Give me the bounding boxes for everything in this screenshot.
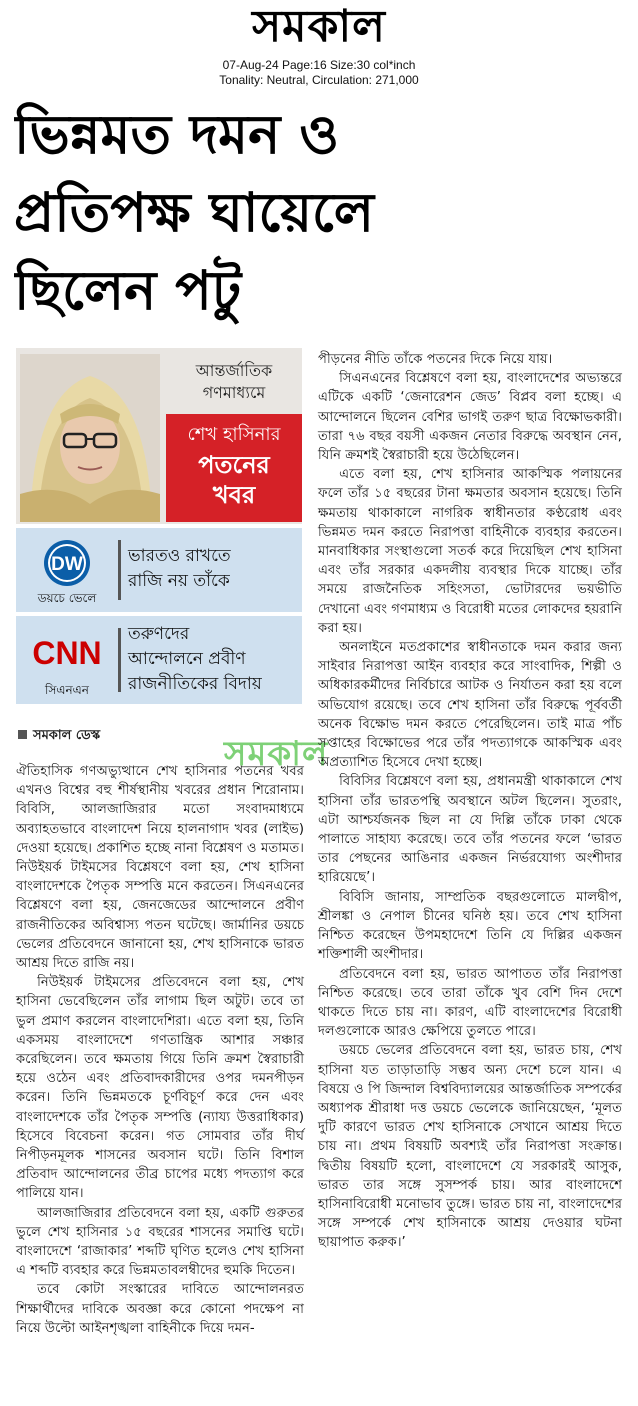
divider-bar <box>118 628 121 692</box>
intl-label-line: গণমাধ্যমে <box>202 383 266 402</box>
svg-text:CNN: CNN <box>32 635 102 671</box>
cnn-summary-line: রাজনীতিকের বিদায় <box>128 674 262 694</box>
red-card-line: খবর <box>212 481 256 509</box>
dw-source-card <box>16 528 302 612</box>
photo-panel <box>16 348 302 524</box>
cnn-source-card <box>16 616 302 704</box>
paragraph: ডয়চে ভেলের প্রতিবেদনে বলা হয়, ভারত চায়, শেখ হাসিনা যত তাড়াতাড়ি সম্ভব অন্য দেশে চলে যান। এ বিষয়ে ও পি জিন্দাল বিশ্ববিদ্যালয়ের আন্তর্জাতিক সম্পর্কের অধ্যাপক শ্রীরাধা দত্ত ডয়চে ভেলেকে জানিয়েছেন, ‘মূলত দুটি কারণে ভারত শেখ হাসিনাকে সেখানে আশ্রয় দিতে চায় না। প্রথম বিষয়টি অবশ্যই তাঁর নিরাপত্তা সংক্রান্ত। দ্বিতীয় বিষয়টি হলো, বাংলাদেশে যে সরকারই আসুক, ভারত তার সঙ্গে সুসম্পর্ক চায়। আর বাংলাদেশে হাসিনাবিরোধী মনোভাব তুঙ্গে। ভারত চায় না, বাংলাদেশের সঙ্গে সম্পর্কে শেখ হাসিনাকে আশ্রয় দেওয়ার ঘটনা ছায়াপাত করুক।’ <box>318 1043 622 1251</box>
media-roundup-box <box>16 348 302 704</box>
dw-summary <box>128 544 298 594</box>
paragraph: এতে বলা হয়, শেখ হাসিনার আকস্মিক পলায়নের ফলে তাঁর ১৫ বছরের টানা ক্ষমতার অবসান হয়েছে। তিনি ক্ষমতায় থাকাকালে নাগরিক স্বাধীনতার কণ্ঠরোধ এবং ভিন্নমত দমন করতে নিরাপত্তা বাহিনীকে ব্যবহার করতেন। মানবাধিকার সংস্থাগুলো সতর্ক করে দিয়েছিল শেখ হাসিনা এবং তাঁর সরকার একদলীয় ব্যবস্থার দিকে যাচ্ছে। তাঁর সময়ে রাজনৈতিক সহিংসতা, ভোটারদের ভয়ভীতি দেখানো এবং গণমাধ্যম ও বিরোধী মতের লোকদের হয়রানি করা হয়। <box>318 467 622 636</box>
watermark: সমকাল <box>224 734 329 774</box>
svg-text:DW: DW <box>51 554 83 575</box>
headline <box>14 96 434 330</box>
dw-summary-line: ভারতও রাখতে <box>128 546 231 566</box>
byline <box>18 726 100 747</box>
cnn-summary-line: আন্দোলনে প্রবীণ <box>128 649 246 669</box>
headline-line: প্রতিপক্ষ ঘায়েলে <box>14 181 374 244</box>
newspaper-masthead: সমকাল <box>252 1 386 52</box>
paragraph: বিবিসির বিশ্লেষণে বলা হয়, প্রধানমন্ত্রী থাকাকালে শেখ হাসিনা তাঁর ভারতপন্থি অবস্থানে অটল ছিলেন। সুতরাং, এটা আশ্চর্যজনক ছিল না যে দিল্লি তাঁকে ঢাকা থেকে পালাতে সাহায্য করেছে। তবে তাঁর পতনের ফলে ‘ভারত তার পেছনের আঙিনার একজন নির্ভরযোগ্য অংশীদার হারিয়েছে’। <box>318 774 622 886</box>
byline-square-icon <box>18 730 27 739</box>
paragraph: পীড়নের নীতি তাঁকে পতনের দিকে নিয়ে যায়। <box>318 352 553 367</box>
cnn-logo-icon <box>24 626 110 676</box>
divider-bar <box>118 540 121 600</box>
headline-line: ভিন্নমত দমন ও <box>14 103 339 166</box>
paragraph: ঐতিহাসিক গণঅভ্যুত্থানে শেখ হাসিনার পতনের খবর এখনও বিশ্বের বহু শীর্ষস্থানীয় খবরের প্রধান শিরোনাম। বিবিসি, আলজাজিরার মতো সংবাদমাধ্যমে অব্যাহতভাবে বাংলাদেশ নিয়ে হালনাগাদ খবর (লাইভ) দেওয়া হয়েছে। প্রকাশিত হচ্ছে নানা বিশ্লেষণ ও মতামত। নিউইয়র্ক টাইমসের বিশ্লেষণে বলা হয়, শেখ হাসিনা বাংলাদেশকে পৈতৃক সম্পত্তি মনে করতেন। সিএনএনের বিশ্লেষণে বলা হয়, জেনজেডের আন্দোলনে প্রবীণ রাজনীতিকের অবিশ্বাস্য পতন ঘটেছে। জার্মানির ডয়চে ভেলের প্রতিবেদনে জানানো হয়, শেখ হাসিনাকে ভারত আশ্রয় দিতে রাজি নয়। <box>16 764 304 972</box>
paragraph: আলজাজিরার প্রতিবেদনে বলা হয়, একটি গুরুতর ভুলে শেখ হাসিনার ১৫ বছরের শাসনের সমাপ্তি ঘটে। বাংলাদেশে ‘রাজাকার’ শব্দটি ঘৃণিত হলেও শেখ হাসিনা এ শব্দটি ব্যবহার করে ভিন্নমতাবলম্বীদের হুমকি দিতেন। <box>16 1205 304 1279</box>
headline-line: ছিলেন পটু <box>14 259 242 322</box>
international-media-label <box>166 360 302 404</box>
portrait-photo <box>20 354 160 522</box>
red-card-line: শেখ হাসিনার <box>187 424 281 445</box>
dw-summary-line: রাজি নয় তাঁকে <box>128 571 230 591</box>
intl-label-line: আন্তর্জাতিক <box>195 361 273 380</box>
cnn-source-name: সিএনএন <box>45 683 89 697</box>
clipping-info-line: 07-Aug-24 Page:16 Size:30 col*inch <box>222 58 416 72</box>
byline-text: সমকাল ডেস্ক <box>33 728 101 743</box>
paragraph: প্রতিবেদনে বলা হয়, ভারত আপাতত তাঁর নিরাপত্তা নিশ্চিত করেছে। তবে তারা তাঁকে খুব বেশি দিন দেশে থাকতে দিতে চায় না। কারণ, এটি বাংলাদেশের বিরোধী দলগুলোকে আরও ক্ষেপিয়ে তুলতে পারে। <box>318 966 622 1040</box>
dw-source-name: ডয়চে ভেলে <box>37 591 97 605</box>
cnn-summary <box>128 622 298 697</box>
article-right-column <box>318 350 622 1253</box>
article-left-column <box>16 762 304 1338</box>
paragraph: তবে কোটা সংস্কারের দাবিতে আন্দোলনরত শিক্ষার্থীদের দাবিকে অবজ্ঞা করে কোনো পদক্ষেপ না নিয়ে উল্টো আইনশৃঙ্খলা বাহিনীকে দিয়ে দমন- <box>16 1282 304 1336</box>
red-title-card <box>166 414 302 522</box>
cnn-summary-line: তরুণদের <box>128 624 190 644</box>
paragraph: নিউইয়র্ক টাইমসের প্রতিবেদনে বলা হয়, শেখ হাসিনা ভেবেছিলেন তাঁর লাগাম ছিল অটুট। তবে তা ভুল প্রমাণ করলেন বাংলাদেশিরা। এতে বলা হয়, তিনি একসময় বাংলাদেশে গণতান্ত্রিক আশার সঞ্চার করেছিলেন। তবে ক্ষমতায় গিয়ে তিনি ক্রমশ স্বৈরাচারী হয়ে ওঠেন এবং প্রতিবাদকারীদের ওপর দমনপীড়ন করেন। তিনি ভিন্নমতকে চূর্ণবিচূর্ণ করে দেন এবং বাংলাদেশকে তাঁর পৈতৃক সম্পত্তি (ন্যায্য উত্তরাধিকার) হিসেবে বিবেচনা করেন। গত সোমবার তাঁর দীর্ঘ নিপীড়নমূলক শাসনের অবসান ঘটে। তিনি বিশাল প্রতিবাদ আন্দোলনের তীব্র চাপের মধ্যে পদত্যাগ করে পালিয়ে যান। <box>16 975 304 1202</box>
dw-logo-icon <box>24 538 110 588</box>
paragraph: অনলাইনে মতপ্রকাশের স্বাধীনতাকে দমন করার জন্য সাইবার নিরাপত্তা আইন ব্যবহার করে সাংবাদিক, শিল্পী ও অধিকারকর্মীদের নির্বিচারে আটক ও নির্যাতন করা হয় বলে অভিযোগ রয়েছে। তবে শেখ হাসিনা তাঁর বিরুদ্ধে পূর্ববর্তী অনেক বিক্ষোভ দমন করতে পেরেছিলেন। তাই মাত্র পাঁচ সপ্তাহের বিক্ষোভের পরে তাঁর পদত্যাগকে আকস্মিক এবং অপ্রত্যাশিত হিসেবে দেখা হচ্ছে। <box>318 640 622 771</box>
clipping-tonality-line: Tonality: Neutral, Circulation: 271,000 <box>219 73 419 87</box>
red-card-line: পতনের <box>198 451 270 479</box>
paragraph: বিবিসি জানায়, সাম্প্রতিক বছরগুলোতে মালদ্বীপ, শ্রীলঙ্কা ও নেপাল চীনের ঘনিষ্ঠ হয়। তবে শেখ হাসিনা নিশ্চিত করেছেন উপমহাদেশে তিনি যে দিল্লির একজন শক্তিশালী অংশীদার। <box>318 889 622 963</box>
paragraph: সিএনএনের বিশ্লেষণে বলা হয়, বাংলাদেশের অভ্যন্তরে এটিকে একটি ‘জেনারেশন জেড’ বিপ্লব বলা হচ্ছে। এ আন্দোলনে ছিলেন বেশির ভাগই তরুণ ছাত্র বিক্ষোভকারী। তারা ৭৬ বছর বয়সী একজন নেতার বিরুদ্ধে অবস্থান নেন, যিনি ক্রমশই স্বৈরাচারী হয়ে উঠেছিলেন। <box>318 371 622 464</box>
